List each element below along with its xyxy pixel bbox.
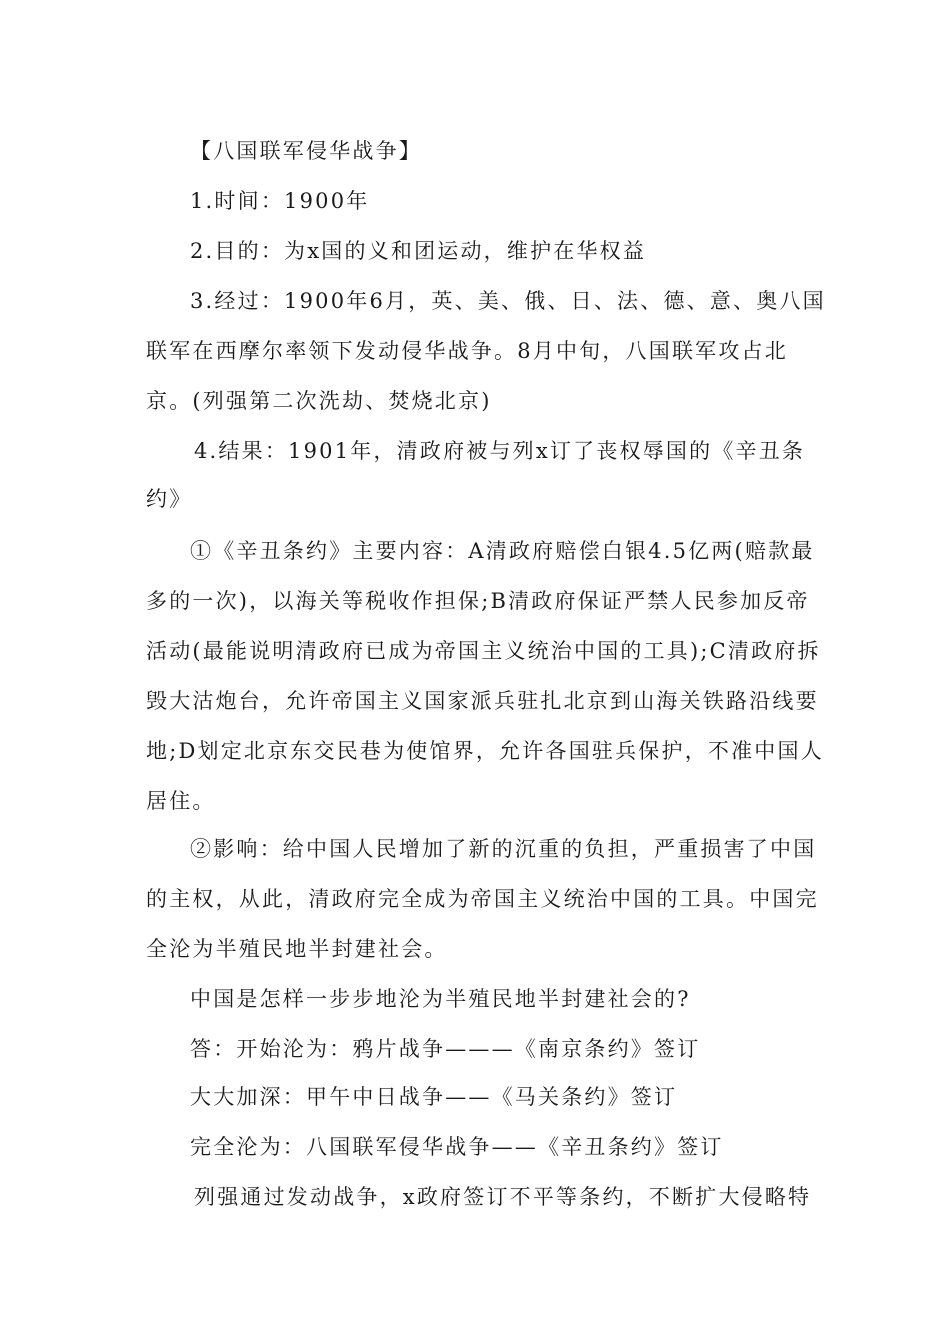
item-process-line-2: 联军在西摩尔率领下发动侵华战争。8月中旬，八国联军攻占北 [146,339,788,363]
answer-line-1: 答：开始沦为：鸦片战争———《南京条约》签订 [190,1037,701,1061]
treaty-content-line-2: 多的一次)，以海关等税收作担保;B清政府保证严禁人民参加反帝 [146,589,810,613]
treaty-content-line-6: 居住。 [146,789,216,813]
item-process-line-1: 3.经过：1900年6月，英、美、俄、日、法、德、意、奥八国 [190,289,826,313]
treaty-content-line-3: 活动(最能说明清政府已成为帝国主义统治中国的工具);C清政府拆 [146,639,821,663]
impact-line-3: 全沦为半殖民地半封建社会。 [146,937,448,961]
impact-line-2: 的主权，从此，清政府完全成为帝国主义统治中国的工具。中国完 [146,887,819,911]
treaty-content-line-4: 毁大沽炮台，允许帝国主义国家派兵驻扎北京到山海关铁路沿线要 [146,689,819,713]
treaty-content-line-1: ①《辛丑条约》主要内容：A清政府赔偿白银4.5亿两(赔款最 [190,539,815,563]
item-process-line-3: 京。(列强第二次洗劫、焚烧北京) [146,389,492,413]
item-result-line-1: 4.结果：1901年，清政府被与列x订了丧权辱国的《辛丑条 [194,439,806,463]
section-heading: 【八国联军侵华战争】 [190,139,422,163]
item-result-line-2: 约》 [146,487,193,511]
item-time: 1.时间：1900年 [190,189,370,213]
impact-line-1: ②影响：给中国人民增加了新的沉重的负担，严重损害了中国 [190,837,817,861]
question-text: 中国是怎样一步步地沦为半殖民地半封建社会的? [190,987,691,1011]
treaty-content-line-5: 地;D划定北京东交民巷为使馆界，允许各国驻兵保护，不准中国人 [146,739,824,763]
answer-line-2: 大大加深：甲午中日战争——《马关条约》签订 [190,1085,678,1109]
closing-line: 列强通过发动战争，x政府签订不平等条约，不断扩大侵略特 [194,1185,812,1209]
answer-line-3: 完全沦为：八国联军侵华战争——《辛丑条约》签订 [190,1135,724,1159]
item-purpose: 2.目的：为x国的义和团运动，维护在华权益 [190,239,647,263]
